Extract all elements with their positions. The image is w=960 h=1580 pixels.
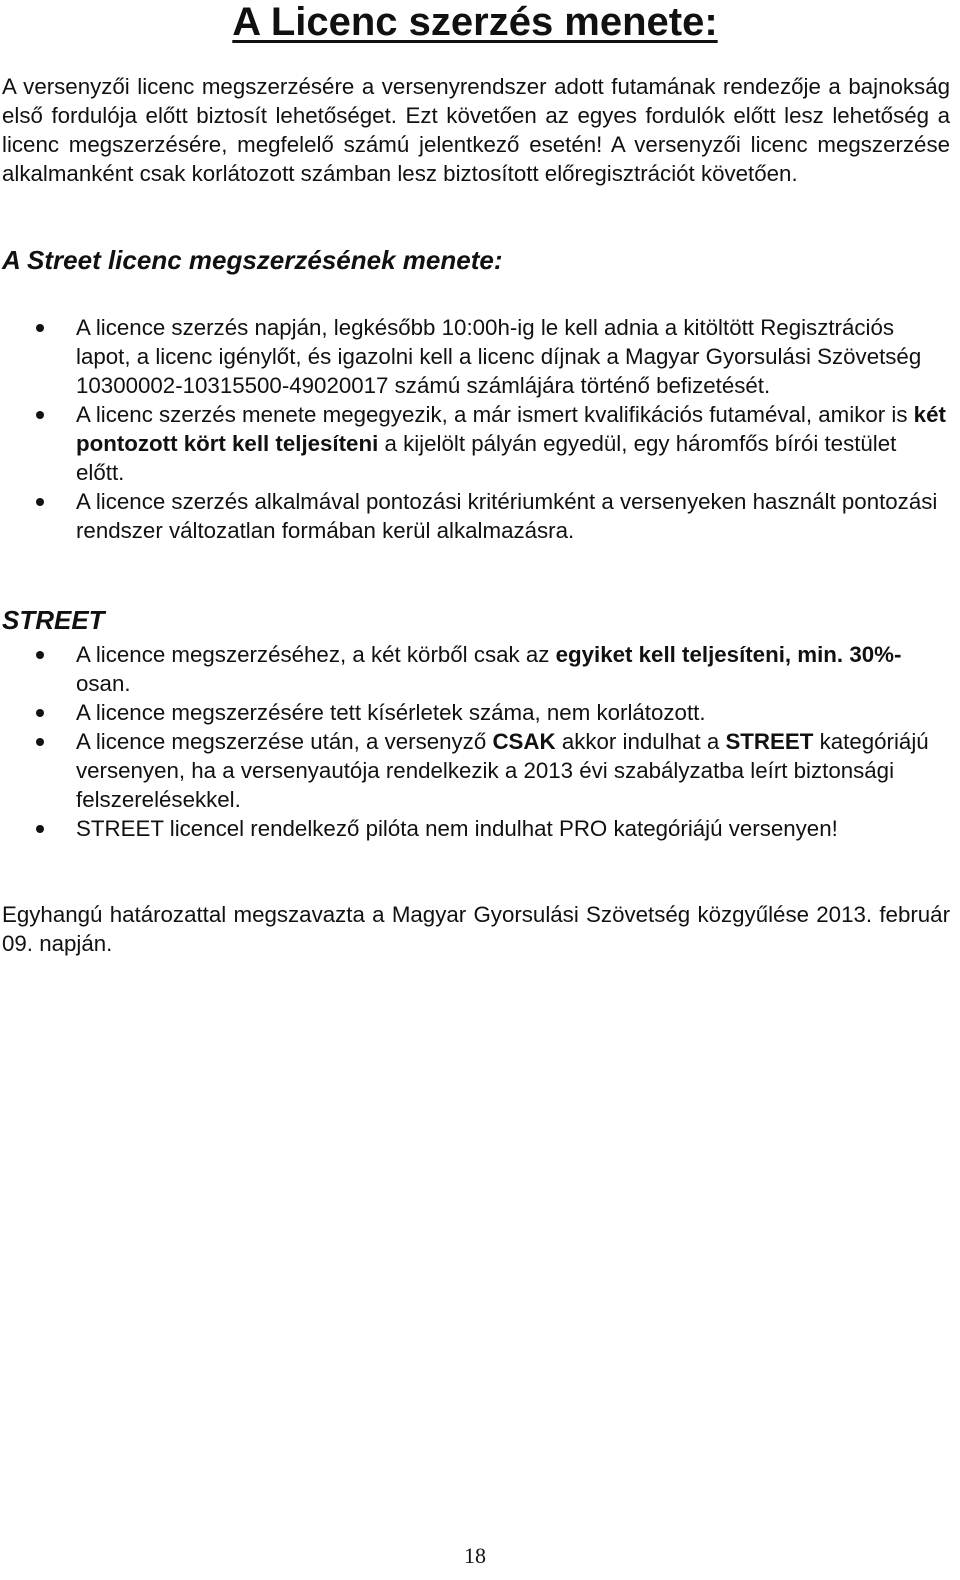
list-item-text: A licence szerzés alkalmával pontozási kritériumként a versenyeken használt pontozási rendszer változatlan formában kerül alkalmazásra. xyxy=(76,489,938,543)
list-item-text: kategóriájú versenyen, ha a versenyautója rendelkezik a 2013 évi szabályzatba leírt biztonsági felszerelésekkel. xyxy=(76,729,929,812)
list-item-bold-text: CSAK xyxy=(492,729,556,754)
bullet-icon xyxy=(36,825,44,833)
list-item-text: A licence megszerzésére tett kísérletek száma, nem korlátozott. xyxy=(76,700,706,725)
bullet-icon xyxy=(36,738,44,746)
street-heading: STREET xyxy=(2,605,105,635)
page-title-text: A Licenc szerzés menete: xyxy=(232,0,718,44)
intro-paragraph: A versenyzői licenc megszerzésére a versenyrendszer adott futamának rendezője a bajnokság első fordulója előtt biztosít lehetőséget. Ezt követően az egyes fordulók előtt lesz lehetőség a licenc megszerzésére, megfelelő számú jelentkező esetén! A versenyzői licenc megszerzése alkalmanként csak korlátozott számban lesz biztosított előregisztrációt követően. xyxy=(2,74,950,186)
bullet-icon xyxy=(36,709,44,717)
list-item xyxy=(0,814,950,843)
list-item-text: A licence megszerzése után, a versenyző xyxy=(76,729,493,754)
page-title xyxy=(0,0,950,48)
bullet-icon xyxy=(36,651,44,659)
list-item-text: a kijelölt pályán egyedül, egy háromfős bírói testület előtt. xyxy=(76,431,897,485)
list-item-text: A licenc szerzés menete megegyezik, a már ismert kvalifikációs futaméval, amikor is xyxy=(76,402,914,427)
list-item-text: A licence szerzés napján, legkésőbb 10:00h-ig le kell adnia a kitöltött Regisztrációs lapot, a licenc igénylőt, és igazolni kell a licenc díjnak a Magyar Gyorsulási Szövetség 10300002-10315500-49020017 számú számlájára történő befizetését. xyxy=(76,315,922,398)
bullet-icon xyxy=(36,498,44,506)
list-item xyxy=(0,698,950,727)
list-item-bold-text: két pontozott kört kell teljesíteni xyxy=(76,402,946,456)
bullet-icon xyxy=(36,324,44,332)
list-item xyxy=(0,727,950,814)
street-list xyxy=(0,640,950,843)
closing-paragraph: Egyhangú határozattal megszavazta a Magyar Gyorsulási Szövetség közgyűlése 2013. február 09. napján. xyxy=(2,902,950,956)
list-item-bold-text: STREET xyxy=(725,729,814,754)
list-item-text: akkor indulhat a xyxy=(555,729,726,754)
list-item xyxy=(0,640,950,698)
list-item xyxy=(0,487,950,545)
list-item xyxy=(0,313,950,400)
list-item-bold-text: egyiket kell teljesíteni, min. 30%- xyxy=(555,642,902,667)
street-process-heading: A Street licenc megszerzésének menete: xyxy=(2,245,503,275)
list-item-text: A licence megszerzéséhez, a két körből csak az xyxy=(76,642,556,667)
bullet-icon xyxy=(36,411,44,419)
list-item-text: STREET licencel rendelkező pilóta nem indulhat PRO kategóriájú versenyen! xyxy=(76,816,838,841)
list-item xyxy=(0,400,950,487)
street-process-list xyxy=(0,313,950,545)
page-number: 18 xyxy=(464,1543,486,1568)
list-item-text: osan. xyxy=(76,671,131,696)
